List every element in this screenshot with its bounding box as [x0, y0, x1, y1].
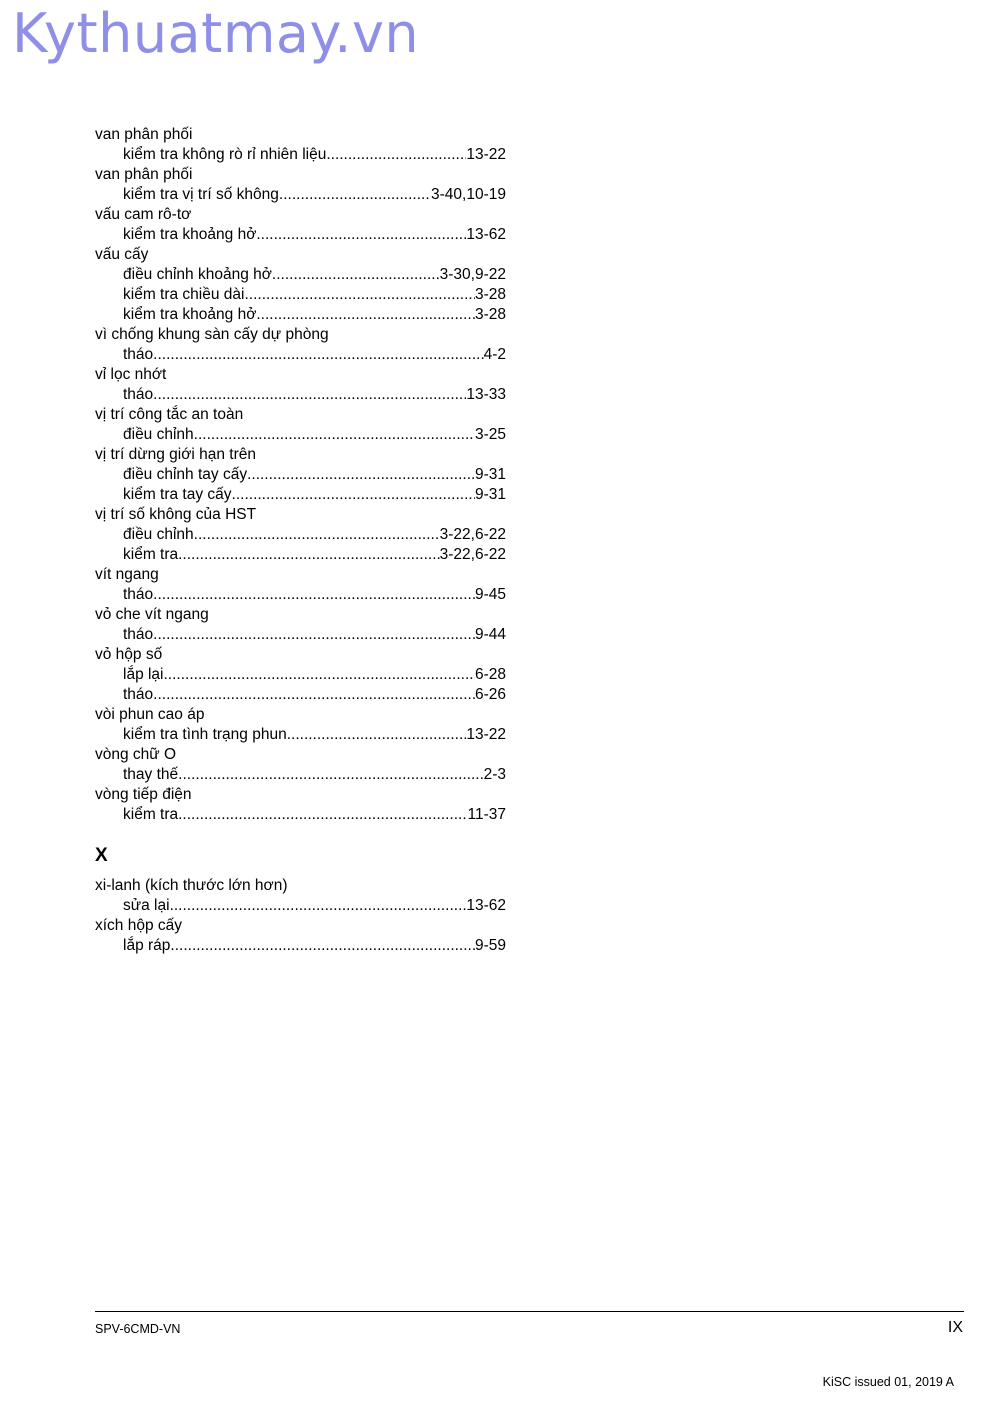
dot-leader [194, 425, 475, 445]
subentry-label: kiểm tra chiều dài [123, 286, 245, 303]
index-subentry [95, 485, 506, 505]
page-reference: 3-22,6-22 [439, 546, 506, 563]
index-subentry [95, 345, 506, 365]
index-subentry [95, 725, 506, 745]
index-subentry [95, 225, 506, 245]
index-list [95, 125, 506, 956]
dot-leader [194, 525, 440, 545]
index-subentry [95, 465, 506, 485]
page-reference: 11-37 [467, 806, 506, 823]
subentry-label: tháo [123, 686, 154, 703]
index-subentry [95, 585, 506, 605]
index-heading: xích hộp cấy [95, 917, 183, 934]
dot-leader [256, 225, 466, 245]
subentry-label: tháo [123, 346, 154, 363]
dot-leader [244, 285, 474, 305]
page-reference: 3-28 [474, 306, 506, 323]
dot-leader [272, 265, 440, 285]
subentry-label: kiểm tra vị trí số không [123, 186, 279, 203]
dot-leader [279, 185, 431, 205]
index-heading: vòi phun cao áp [95, 706, 205, 723]
dot-leader [287, 725, 467, 745]
page-reference: 9-59 [474, 937, 506, 954]
subentry-label: kiểm tra khoảng hở [123, 226, 257, 243]
index-subentry [95, 936, 506, 956]
index-heading: vì chống khung sàn cấy dự phòng [95, 326, 329, 343]
section-letter: X [95, 845, 108, 866]
index-heading: xi-lanh (kích thước lớn hơn) [95, 877, 288, 894]
subentry-label: thay thế [123, 766, 179, 783]
footer-page-number: IX [947, 1319, 963, 1336]
index-heading: vị trí số không của HST [95, 506, 257, 523]
subentry-label: điều chỉnh [123, 426, 194, 443]
subentry-label: điều chỉnh khoảng hở [123, 266, 272, 283]
index-heading: vị trí dừng giới hạn trên [95, 446, 256, 463]
dot-leader [178, 805, 467, 825]
footer-issued-note: KiSC issued 01, 2019 A [822, 1375, 954, 1389]
index-subentry [95, 425, 506, 445]
index-subentry [95, 265, 506, 285]
dot-leader [232, 485, 475, 505]
dot-leader [153, 585, 475, 605]
page-reference: 3-28 [474, 286, 506, 303]
page-reference: 9-31 [474, 486, 506, 503]
subentry-label: tháo [123, 386, 154, 403]
subentry-label: lắp lại [123, 666, 164, 683]
index-subentry [95, 305, 506, 325]
dot-leader [153, 385, 466, 405]
index-subentry [95, 685, 506, 705]
subentry-label: kiểm tra không rò rỉ nhiên liệu [123, 146, 327, 163]
index-subentry [95, 385, 506, 405]
page-reference: 13-33 [466, 386, 506, 403]
index-heading: vị trí công tắc an toàn [95, 406, 244, 423]
page-reference: 13-22 [466, 726, 506, 743]
dot-leader [326, 145, 466, 165]
page-reference: 13-62 [466, 226, 506, 243]
page-reference: 3-40,10-19 [431, 186, 506, 203]
dot-leader [164, 665, 475, 685]
index-heading: vỏ che vít ngang [95, 606, 209, 623]
index-heading: van phân phối [95, 126, 193, 143]
dot-leader [178, 765, 483, 785]
subentry-label: lắp ráp [123, 937, 171, 954]
index-heading: vòng chữ O [95, 746, 177, 763]
dot-leader [170, 896, 467, 916]
page-reference: 9-45 [474, 586, 506, 603]
subentry-label: tháo [123, 626, 154, 643]
subentry-label: tháo [123, 586, 154, 603]
page-reference: 3-25 [474, 426, 506, 443]
footer-doc-code: SPV-6CMD-VN [95, 1322, 181, 1336]
subentry-label: sửa lại [123, 897, 170, 914]
index-subentry [95, 665, 506, 685]
index-subentry [95, 185, 506, 205]
index-heading: vấu cấy [95, 246, 149, 263]
page-reference: 2-3 [483, 766, 506, 783]
index-heading: van phân phối [95, 166, 193, 183]
subentry-label: kiểm tra tay cấy [123, 486, 232, 503]
footer-divider [95, 1311, 964, 1312]
page-reference: 13-22 [466, 146, 506, 163]
subentry-label: kiểm tra khoảng hở [123, 306, 257, 323]
page-reference: 6-28 [474, 666, 506, 683]
index-heading: vòng tiếp điện [95, 786, 192, 803]
index-subentry [95, 805, 506, 825]
index-subentry [95, 625, 506, 645]
index-subentry [95, 525, 506, 545]
index-subentry [95, 285, 506, 305]
subentry-label: điều chỉnh [123, 526, 194, 543]
subentry-label: điều chỉnh tay cấy [123, 466, 248, 483]
index-heading: vít ngang [95, 566, 159, 583]
index-subentry [95, 896, 506, 916]
index-subentry [95, 545, 506, 565]
page-reference: 4-2 [483, 346, 506, 363]
dot-leader [178, 545, 440, 565]
index-heading: vấu cam rô-tơ [95, 206, 192, 223]
page-reference: 6-26 [474, 686, 506, 703]
index-subentry [95, 765, 506, 785]
dot-leader [256, 305, 475, 325]
page-reference: 3-30,9-22 [439, 266, 506, 283]
page-reference: 13-62 [466, 897, 506, 914]
index-heading: vỉ lọc nhớt [95, 366, 167, 383]
index-subentry [95, 145, 506, 165]
subentry-label: kiểm tra [123, 806, 179, 823]
dot-leader [153, 625, 475, 645]
page-reference: 9-44 [474, 626, 506, 643]
dot-leader [153, 685, 475, 705]
dot-leader [247, 465, 475, 485]
subentry-label: kiểm tra [123, 546, 179, 563]
page-reference: 3-22,6-22 [439, 526, 506, 543]
page-reference: 9-31 [474, 466, 506, 483]
watermark-logo: Kythuatmay.vn [12, 2, 420, 65]
dot-leader [153, 345, 483, 365]
subentry-label: kiểm tra tình trạng phun [123, 726, 287, 743]
dot-leader [170, 936, 475, 956]
index-heading: vỏ hộp số [95, 646, 163, 663]
